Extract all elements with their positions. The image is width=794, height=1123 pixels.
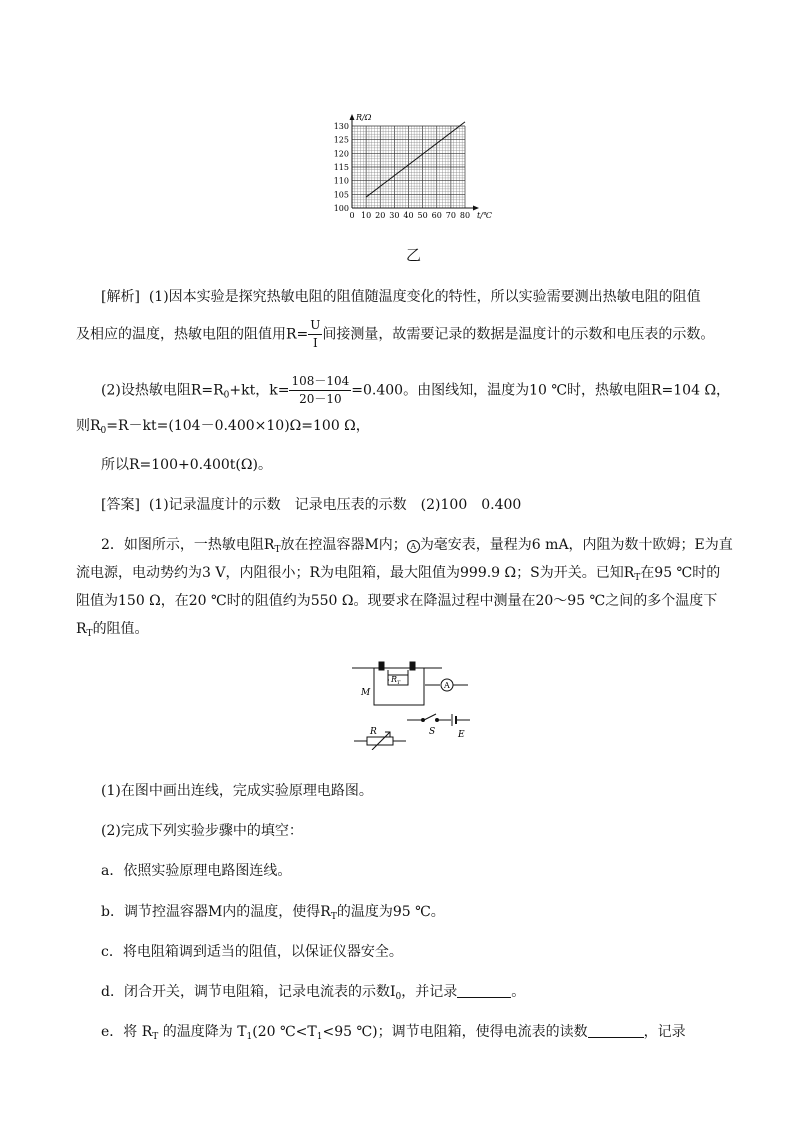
x-tick-label: 50 (417, 211, 428, 220)
x-tick-label: 0 (349, 211, 355, 220)
label-A: A (444, 681, 450, 690)
fraction-u-over-i: $\frac{U}{I}$ (310, 318, 321, 350)
x-tick-label: 30 (389, 211, 400, 220)
analysis-line-1: [解析] (1)因本实验是探究热敏电阻的阻值随温度变化的特性，所以实验需要测出热敏电阻的阻值 (101, 289, 701, 305)
y-axis-label: R/Ω (356, 113, 372, 122)
circuit-diagram (350, 660, 480, 750)
x-tick-label: 40 (403, 211, 414, 220)
figure-label: 乙 (406, 246, 422, 264)
blank-d[interactable] (457, 985, 511, 998)
q2-line-3: 阻值为150 Ω，在20 ℃时的阻值约为550 Ω。现要求在降温过程中测量在20～95 ℃之间的多个温度下 (76, 593, 718, 609)
y-tick-label: 115 (333, 163, 349, 172)
x-tick-label: 10 (361, 211, 372, 220)
step-e: e．将 $R_T$ 的温度降为 $T_1(20$ $℃<T_1<95$ ℃)；调节电阻箱，使得电流表的读数 ，记录 (101, 1024, 686, 1042)
blank-e[interactable] (588, 1025, 644, 1038)
step-2: (2)完成下列实验步骤中的填空： (101, 823, 303, 839)
r-t-chart (325, 108, 505, 233)
x-tick-label: 70 (445, 211, 456, 220)
y-tick-label: 125 (333, 135, 349, 145)
data-line (366, 122, 465, 197)
step-b: b．调节控温容器M内的温度，使得$R_T$的温度为95 ℃。 (101, 904, 445, 922)
x-axis-arrow (473, 206, 479, 211)
fraction-slope: $\frac{108-104}{20-10}$ (291, 374, 350, 406)
x-axis-label: t/℃ (477, 211, 492, 220)
ammeter-inline-icon: A (407, 540, 420, 553)
q2-line-4: $R_T$的阻值。 (76, 621, 149, 639)
q2-line-1: 2．如图所示，一热敏电阻$R_T$放在控温容器M内； A 为毫安表，量程为6 mA，内阻为数十欧姆；E为直 (101, 537, 733, 555)
analysis-line-2: 及相应的温度，热敏电阻的阻值用R= $\frac{U}{I}$ 间接测量，故需要记录的数据是温度计的示数和电压表的示数。 (76, 318, 715, 350)
chart-series (366, 122, 465, 197)
step-d: d．闭合开关，调节电阻箱，记录电流表的示数$I_0$，并记录 。 (101, 984, 526, 1002)
label-RT: $R_T$ (391, 675, 401, 686)
y-tick-label: 100 (333, 204, 349, 213)
label-E: E (458, 730, 465, 740)
label-M: M (361, 688, 371, 698)
y-axis-arrow (350, 114, 355, 120)
label-S: S (429, 727, 436, 737)
analysis-line-4: 则$R_0=R-kt=(104-0.400\times 10)\Omega=100$ Ω， (76, 418, 370, 436)
analysis-tag: [解析] (101, 289, 140, 305)
answer-line: [答案] (1)记录温度计的示数 记录电压表的示数 (2)100 0.400 (101, 497, 522, 513)
analysis-line-3: (2)设热敏电阻$R=R_0+kt$，k= $\frac{108-104}{20-10}$ =0.400。由图线知，温度为10 ℃时，热敏电阻R=104 Ω， (101, 374, 731, 406)
answer-tag: [答案] (101, 497, 140, 513)
chart-grid (352, 126, 465, 208)
x-tick-label: 80 (459, 211, 471, 220)
q2-line-2: 流电源，电动势约为3 V，内阻很小；R为电阻箱，最大阻值为999.9 Ω；S为开关。已知$R_T$在95 ℃时的 (76, 565, 721, 583)
y-tick-label: 130 (333, 122, 349, 131)
x-tick-label: 20 (375, 211, 386, 220)
label-R: R (370, 727, 377, 737)
x-tick-label: 60 (431, 211, 442, 220)
y-tick-label: 110 (333, 176, 349, 186)
step-a: a．依照实验原理电路图连线。 (101, 863, 292, 879)
step-c: c．将电阻箱调到适当的阻值，以保证仪器安全。 (101, 944, 403, 960)
y-tick-label: 120 (333, 149, 349, 159)
step-1: (1)在图中画出连线，完成实验原理电路图。 (101, 783, 373, 799)
analysis-line-5: 所以R=100+0.400t(Ω)。 (101, 457, 272, 473)
y-tick-label: 105 (333, 190, 349, 200)
